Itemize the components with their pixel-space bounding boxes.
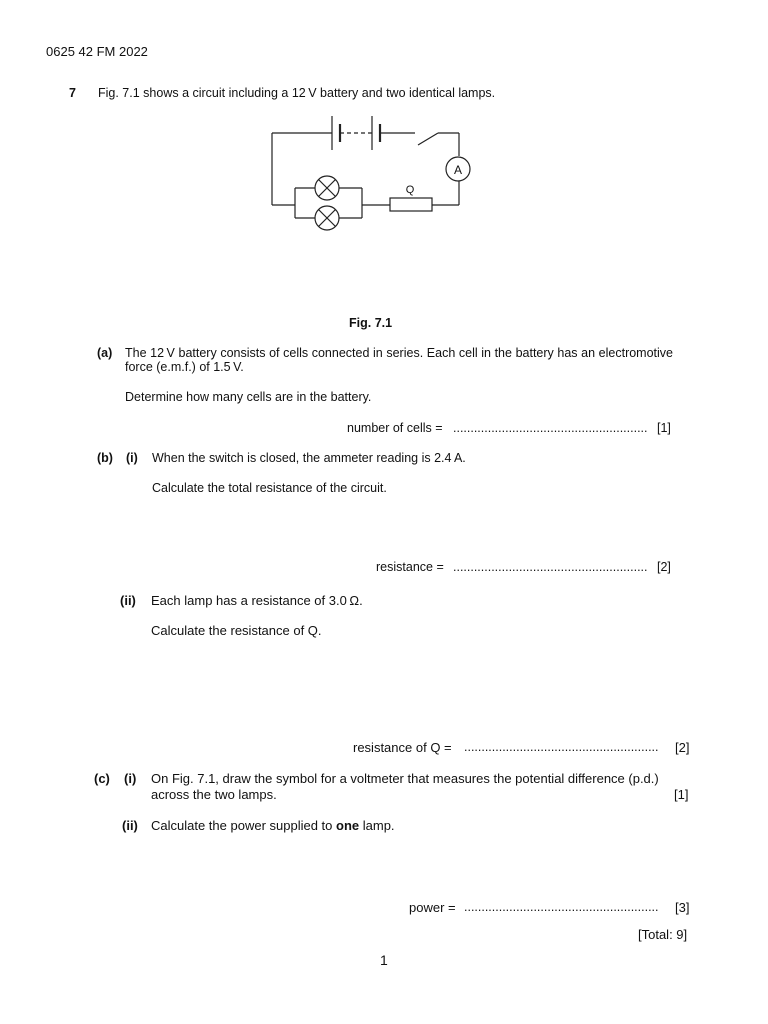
part-b-ii-text: Each lamp has a resistance of 3.0 Ω. — [151, 593, 363, 608]
part-b-ii-marks: [2] — [675, 740, 690, 755]
part-c-ii-marks: [3] — [675, 900, 690, 915]
question-total: [Total: 9] — [638, 927, 688, 942]
resistor-q — [390, 198, 432, 211]
part-a-marks: [1] — [657, 421, 671, 435]
switch-blade — [418, 133, 438, 145]
part-b-i-label: (i) — [126, 451, 138, 465]
part-b-label: (b) — [97, 451, 113, 465]
page-number: 1 — [380, 952, 388, 968]
part-b-ii-answer-line[interactable]: ........................................................ — [464, 740, 659, 754]
part-b-ii-instruction: Calculate the resistance of Q. — [151, 623, 322, 638]
part-c-ii-label: (ii) — [122, 818, 138, 833]
part-c-i-text-line2: across the two lamps. — [151, 787, 277, 802]
resistor-label: Q — [405, 184, 415, 196]
part-a-answer-line[interactable]: ........................................................ — [453, 421, 648, 435]
part-c-ii-text-after: lamp. — [359, 818, 395, 833]
question-intro: Fig. 7.1 shows a circuit including a 12 V battery and two identical lamps. — [98, 86, 496, 100]
part-c-ii-answer-line[interactable]: ........................................................ — [464, 900, 659, 914]
part-a-answer-label: number of cells = — [347, 421, 443, 435]
part-c-i-text-line1: On Fig. 7.1, draw the symbol for a voltmeter that measures the potential difference (p.d.) — [151, 771, 659, 786]
part-b-i-text: When the switch is closed, the ammeter reading is 2.4 A. — [152, 451, 466, 465]
part-b-i-instruction: Calculate the total resistance of the circuit. — [152, 481, 387, 495]
part-c-ii-text-bold: one — [336, 818, 360, 833]
question-number: 7 — [69, 86, 76, 100]
part-a-label: (a) — [97, 346, 113, 360]
document-code: 0625 42 FM 2022 — [46, 44, 148, 59]
part-b-ii-answer-label: resistance of Q = — [353, 740, 452, 755]
part-c-ii-text — [151, 818, 395, 833]
part-c-i-marks: [1] — [674, 787, 689, 802]
part-c-ii-text-before: Calculate the power supplied to — [151, 818, 337, 833]
part-b-i-marks: [2] — [657, 560, 671, 574]
ammeter-label: A — [453, 163, 463, 177]
part-c-i-label: (i) — [124, 771, 137, 786]
part-a-text: The 12 V battery consists of cells connected in series. Each cell in the battery has an electromotive force (e.m.f.) of 1.5 V. — [125, 346, 673, 374]
part-c-label: (c) — [94, 771, 110, 786]
part-b-i-answer-line[interactable]: ........................................................ — [453, 560, 648, 574]
figure-caption: Fig. 7.1 — [349, 316, 393, 330]
part-b-i-answer-label: resistance = — [376, 560, 444, 574]
part-c-ii-answer-label: power = — [409, 900, 456, 915]
circuit-diagram — [262, 108, 482, 233]
part-a-instruction: Determine how many cells are in the battery. — [125, 390, 372, 404]
part-b-ii-label: (ii) — [120, 593, 136, 608]
